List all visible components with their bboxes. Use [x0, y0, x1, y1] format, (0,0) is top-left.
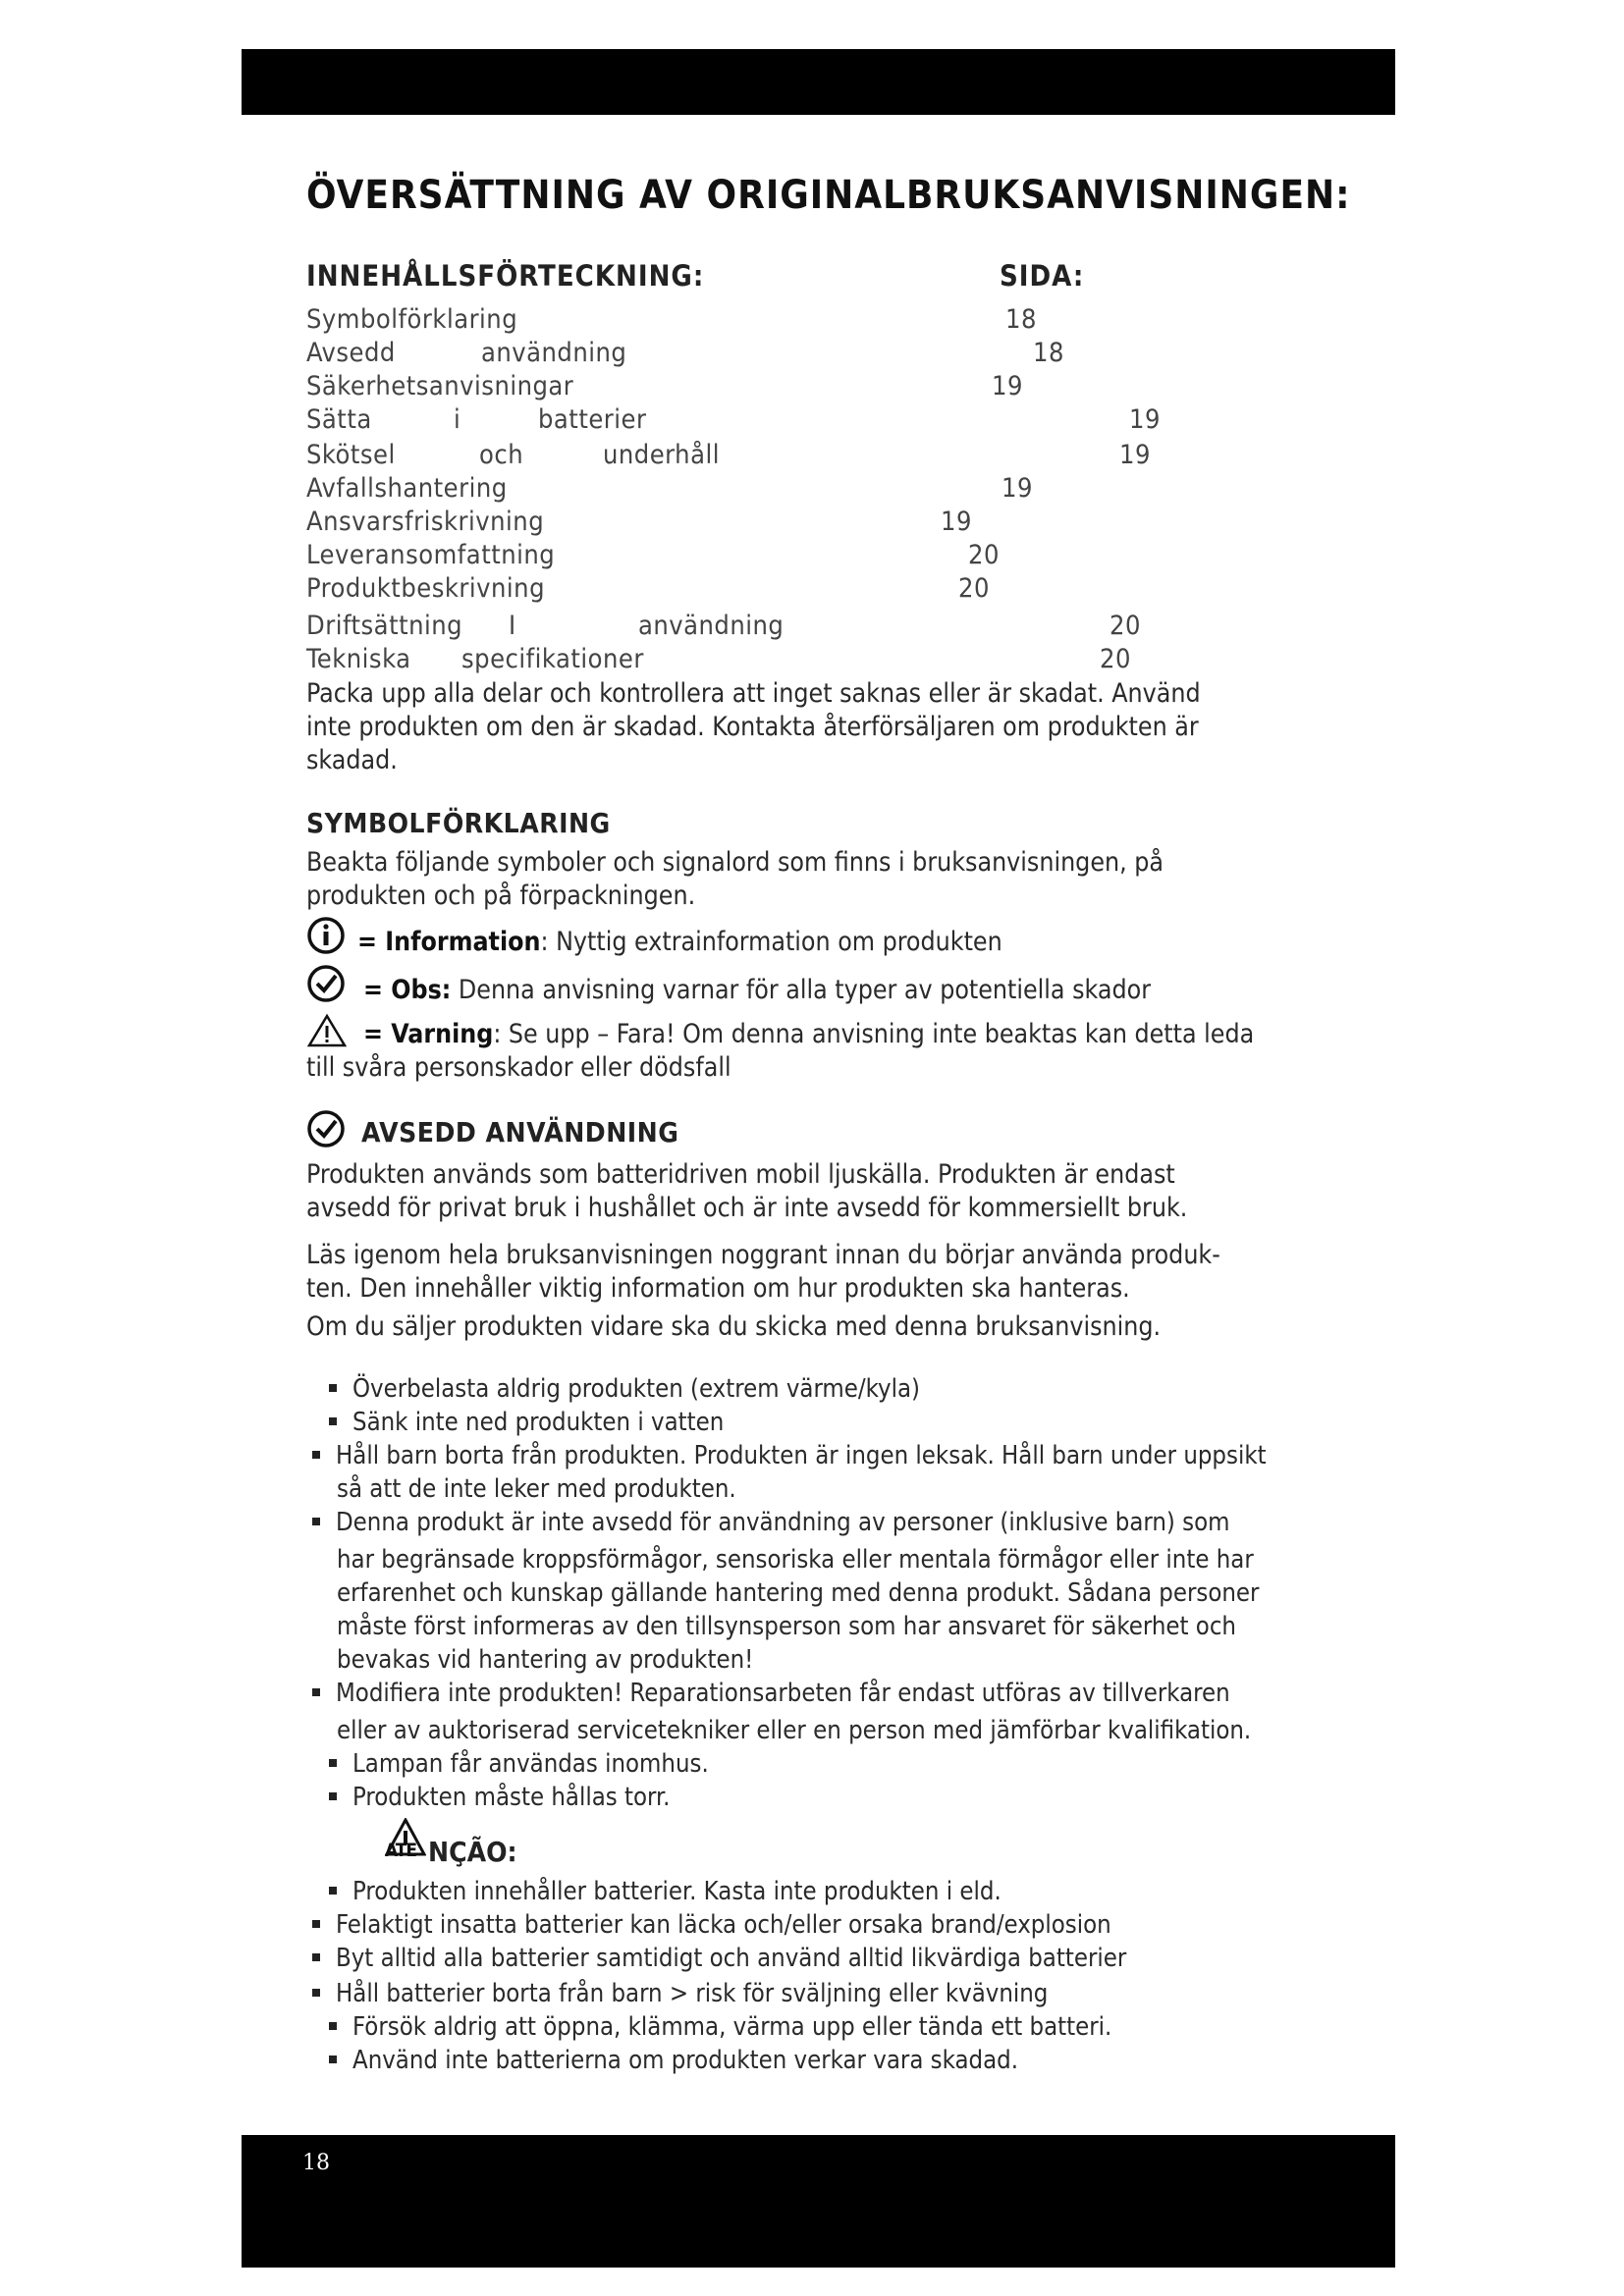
list-item: Använd inte batterierna om produkten verkar vara skadad. [329, 2046, 1018, 2075]
symbols-intro [306, 846, 1318, 913]
unpack-line: Packa upp alla delar och kontrollera att inget saknas eller är skadat. Använd [306, 678, 1201, 709]
list-item: Håll batterier borta från barn > risk för sväljning eller kvävning [312, 1979, 1048, 2008]
header-bar [242, 49, 1395, 115]
list-item: Sänk inte ned produkten i vatten [329, 1408, 724, 1437]
unpack-paragraph [306, 677, 1318, 777]
list-item: Byt alltid alla batterier samtidigt och använd alltid likvärdiga batterier [312, 1944, 1126, 1973]
toc-entry-page: 19 [1129, 404, 1161, 435]
toc-entry-label: underhåll [603, 440, 720, 470]
symbol-warning-line: = Varning: Se upp – Fara! Om denna anvisning inte beaktas kan detta leda [363, 1019, 1255, 1049]
toc-entry-page: 19 [1119, 440, 1151, 470]
toc-entry-label: Produktbeskrivning [306, 573, 545, 604]
info-circle-icon [306, 916, 346, 955]
toc-entry-label: och [479, 440, 524, 470]
toc-page-heading: SIDA: [1000, 259, 1085, 293]
toc-entry-page: 18 [1033, 338, 1064, 368]
list-item: Försök aldrig att öppna, klämma, värma upp eller tända ett batteri. [329, 2012, 1111, 2042]
symbols-intro-line: produkten och på förpackningen. [306, 881, 696, 911]
toc-entry-page: 20 [958, 573, 990, 604]
intended-use-p3: Om du säljer produkten vidare ska du skicka med denna bruksanvisning. [306, 1311, 1162, 1342]
symbol-info-line: = Information: Nyttig extrainformation om produkten [357, 927, 1002, 957]
toc-entry-label: Skötsel [306, 440, 396, 470]
intended-use-heading: AVSEDD ANVÄNDNING [361, 1116, 679, 1148]
warning-triangle-icon [306, 1013, 348, 1048]
unpack-line: skadad. [306, 745, 398, 775]
symbol-obs-line: = Obs: Denna anvisning varnar för alla typer av potentiella skador [363, 975, 1151, 1005]
intended-use-p2 [306, 1239, 1318, 1306]
check-circle-icon [306, 964, 346, 1003]
text-line: Läs igenom hela bruksanvisningen noggrant innan du börjar använda produk- [306, 1240, 1220, 1270]
toc-entry-label: Sätta [306, 404, 372, 435]
list-item-continuation: måste först informeras av den tillsynsperson som har ansvaret för säkerhet och [337, 1612, 1236, 1641]
toc-entry-label: I [509, 611, 516, 641]
list-item-continuation: har begränsade kroppsförmågor, sensoriska eller mentala förmågor eller inte har [337, 1545, 1254, 1575]
toc-entry-page: 19 [992, 371, 1023, 401]
toc-entry-label: användning [638, 611, 785, 641]
check-circle-icon [306, 1109, 346, 1148]
toc-entry-label: användning [481, 338, 627, 368]
symbols-intro-line: Beakta följande symboler och signalord som finns i bruksanvisningen, på [306, 847, 1164, 878]
list-item: Produkten måste hållas torr. [329, 1783, 670, 1812]
symbol-warning-line-2: till svåra personskador eller dödsfall [306, 1052, 731, 1083]
toc-entry-label: Driftsättning [306, 611, 463, 641]
text-line: ten. Den innehåller viktig information om hur produkten ska hanteras. [306, 1273, 1130, 1304]
toc-entry-page: 20 [1110, 611, 1141, 641]
list-item: Lampan får användas inomhus. [329, 1749, 709, 1779]
toc-entry-page: 20 [1100, 644, 1131, 674]
list-item-continuation: erfarenhet och kunskap gällande hantering med denna produkt. Sådana personer [337, 1578, 1260, 1608]
toc-entry-label: Leveransomfattning [306, 540, 556, 570]
attention-overlay-text: ATE [385, 1840, 417, 1861]
list-item-continuation: eller av auktoriserad servicetekniker eller en person med jämförbar kvalifikation. [337, 1716, 1252, 1745]
attention-heading: NÇÃO: [428, 1836, 517, 1868]
toc-entry-label: Tekniska [306, 644, 411, 674]
list-item: Felaktigt insatta batterier kan läcka och/eller orsaka brand/explosion [312, 1910, 1111, 1940]
page-number: 18 [302, 2151, 330, 2175]
list-item: Överbelasta aldrig produkten (extrem värme/kyla) [329, 1374, 920, 1404]
list-item-continuation: bevakas vid hantering av produkten! [337, 1645, 754, 1675]
toc-entry-label: Avfallshantering [306, 473, 508, 504]
toc-entry-page: 19 [941, 507, 972, 537]
text-line: Produkten används som batteridriven mobil ljuskälla. Produkten är endast [306, 1159, 1175, 1190]
symbols-heading: SYMBOLFÖRKLARING [306, 807, 611, 839]
toc-entry-label: i [454, 404, 461, 435]
list-item: Denna produkt är inte avsedd för användning av personer (inklusive barn) som [312, 1508, 1230, 1537]
toc-entry-label: Säkerhetsanvisningar [306, 371, 574, 401]
unpack-line: inte produkten om den är skadad. Kontakta återförsäljaren om produkten är [306, 712, 1199, 742]
toc-entry-label: Avsedd [306, 338, 396, 368]
list-item: Produkten innehåller batterier. Kasta inte produkten i eld. [329, 1877, 1001, 1906]
toc-entry-page: 19 [1001, 473, 1033, 504]
page-title: ÖVERSÄTTNING AV ORIGINALBRUKSANVISNINGEN: [306, 173, 1351, 218]
toc-entry-page: 20 [968, 540, 1000, 570]
list-item-continuation: så att de inte leker med produkten. [337, 1474, 736, 1504]
intended-use-p1 [306, 1158, 1318, 1225]
toc-entry-label: specifikationer [461, 644, 644, 674]
text-line: avsedd för privat bruk i hushållet och är inte avsedd för kommersiellt bruk. [306, 1193, 1188, 1223]
toc-entry-page: 18 [1005, 304, 1037, 335]
toc-heading: INNEHÅLLSFÖRTECKNING: [306, 259, 705, 293]
toc-entry-label: Ansvarsfriskrivning [306, 507, 545, 537]
list-item: Modifiera inte produkten! Reparationsarbeten får endast utföras av tillverkaren [312, 1679, 1230, 1708]
toc-entry-label: batterier [538, 404, 647, 435]
toc-entry-label: Symbolförklaring [306, 304, 518, 335]
list-item: Håll barn borta från produkten. Produkten är ingen leksak. Håll barn under uppsikt [312, 1441, 1267, 1470]
footer-bar [242, 2135, 1395, 2268]
